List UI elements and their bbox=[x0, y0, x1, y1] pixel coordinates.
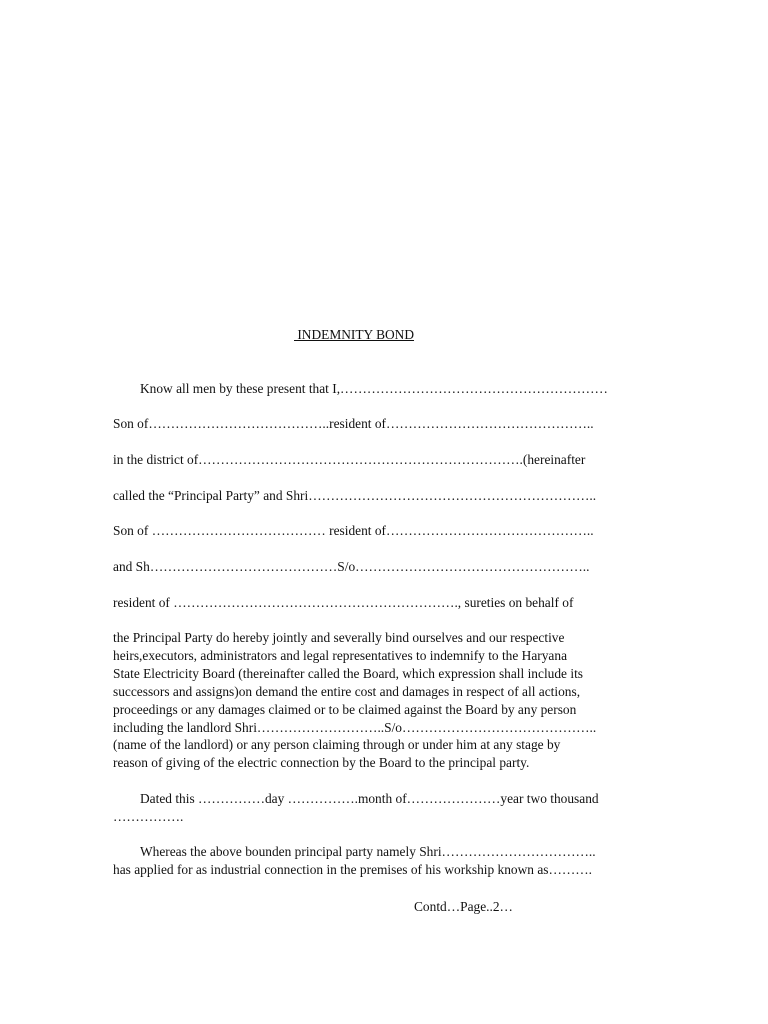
continued-page-note: Contd…Page..2… bbox=[414, 899, 513, 914]
paragraph-line: reason of giving of the electric connection by the Board to the principal party. bbox=[113, 755, 530, 771]
whereas-paragraph bbox=[113, 843, 658, 879]
text-line-7: resident of ………………………………………………………., sureties on behalf of bbox=[113, 595, 574, 610]
document-title: INDEMNITY BOND bbox=[294, 327, 415, 342]
indemnity-paragraph bbox=[113, 629, 658, 772]
dated-paragraph bbox=[113, 790, 658, 826]
text-line-2: Son of…………………………………..resident of……………………………………….. bbox=[113, 416, 594, 431]
dated-line: ……………. bbox=[113, 808, 184, 824]
text-line-4: called the “Principal Party” and Shri……………………………………………………….. bbox=[113, 488, 597, 503]
paragraph-line: the Principal Party do hereby jointly and severally bind ourselves and our respective bbox=[113, 630, 565, 645]
whereas-line: has applied for as industrial connection in the premises of his workship known as………. bbox=[113, 861, 593, 877]
text-line-3: in the district of……………………………………………………………….(hereinafter bbox=[113, 452, 586, 467]
paragraph-line: State Electricity Board (thereinafter called the Board, which expression shall include its bbox=[113, 665, 583, 681]
paragraph-line: (name of the landlord) or any person claiming through or under him at any stage by bbox=[113, 737, 561, 753]
text-line-6: and Sh……………………………………S/o…………………………………………….. bbox=[113, 559, 590, 574]
paragraph-line: heirs,executors, administrators and legal representatives to indemnify to the Haryana bbox=[113, 647, 568, 663]
dated-line: Dated this ……………day …………….month of…………………year two thousand bbox=[140, 791, 599, 806]
paragraph-line: successors and assigns)on demand the entire cost and damages in respect of all actions, bbox=[113, 683, 581, 699]
paragraph-line: proceedings or any damages claimed or to be claimed against the Board by any person bbox=[113, 701, 577, 717]
whereas-line: Whereas the above bounden principal party namely Shri…………………………….. bbox=[140, 844, 596, 859]
text-line-1: Know all men by these present that I,…………………………………………………… bbox=[140, 381, 608, 396]
text-line-5: Son of ………………………………… resident of……………………………………….. bbox=[113, 523, 594, 538]
paragraph-line: including the landlord Shri………………………..S/o…………………………………….. bbox=[113, 719, 597, 735]
